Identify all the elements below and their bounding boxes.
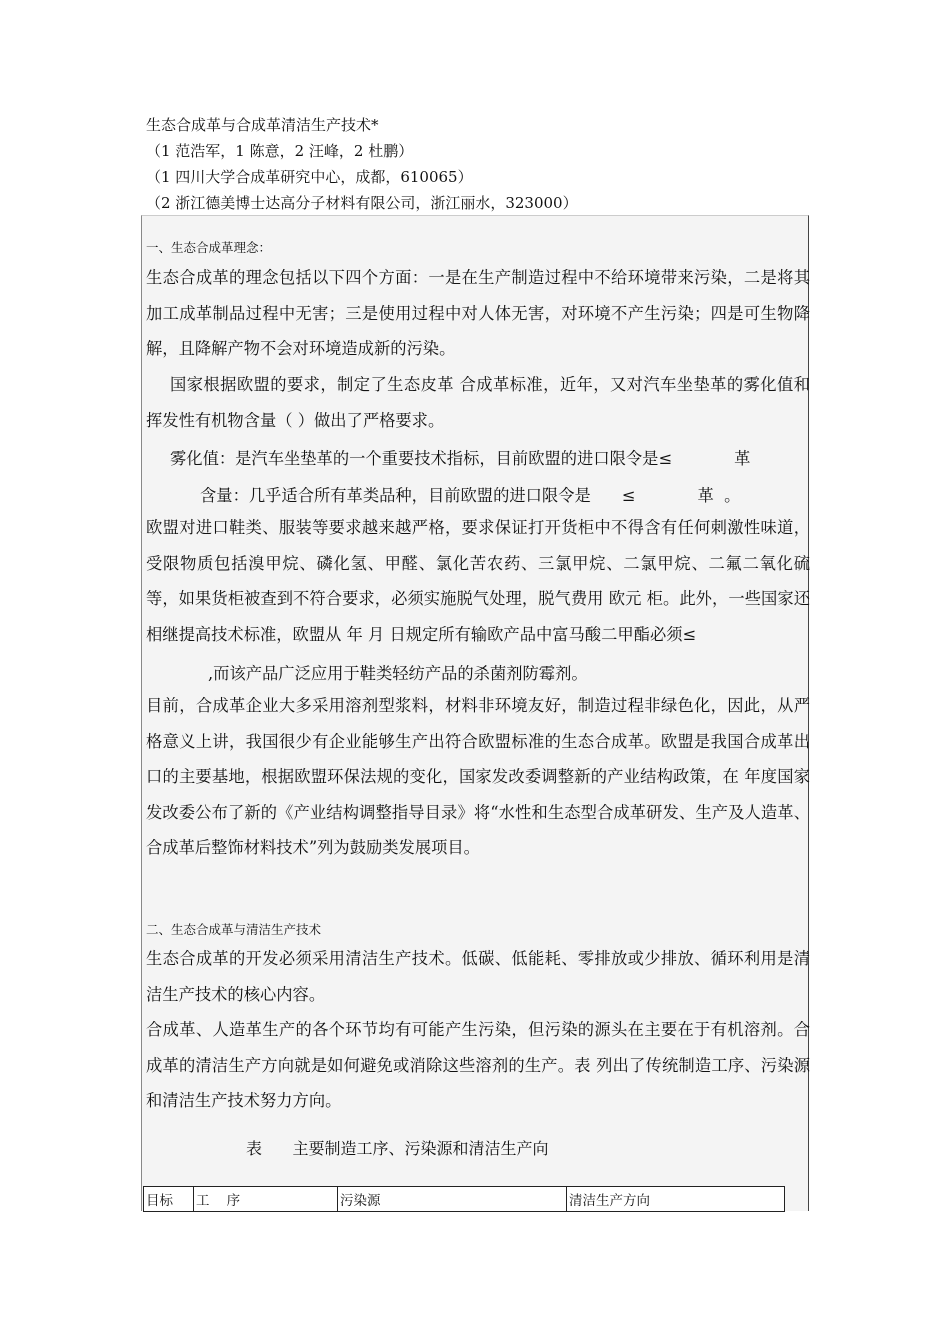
- table-caption: 表 主要制造工序、污染源和清洁生产向: [246, 1139, 549, 1158]
- section-1-fogging-line: 雾化值：是汽车坐垫革的一个重要技术指标，目前欧盟的进口限令是≤ 革: [170, 449, 751, 468]
- table-header-cell: 污染源: [338, 1187, 567, 1212]
- section-1-heading: 一、生态合成革理念：: [146, 240, 272, 255]
- content-frame: [141, 215, 809, 1211]
- section-1-paragraph-5: 欧盟对进口鞋类、服装等要求越来越严格，要求保证打开货柜中不得含有任何刺激性味道，受限物质包括溴甲烷、磷化氢、甲醛、氯化苦农药、三氯甲烷、二氯甲烷、二氟二氧化硫等，如果货柜被查到不符合要求，必须实施脱气处理，脱气费用 欧元 柜。此外，一些国家还相继提高技术标准，欧盟从 年 月 日规定所有输欧产品中富马酸二甲酯必须≤: [146, 518, 810, 644]
- affiliation-line-1: （1 四川大学合成革研究中心，成都，610065）: [146, 168, 473, 186]
- section-1-paragraph-7: 目前，合成革企业大多采用溶剂型浆料，材料非环境友好，制造过程非绿色化，因此，从严格意义上讲，我国很少有企业能够生产出符合欧盟标准的生态合成革。欧盟是我国合成革出口的主要基地，根据欧盟环保法规的变化，国家发改委调整新的产业结构政策，在 年度国家发改委公布了新的《产业结构调整指导目录》将“水性和生态型合成革研发、生产及人造革、合成革后整饰材料技术”列为鼓励类发展项目。: [146, 696, 810, 857]
- section-1-paragraph-2: 国家根据欧盟的要求，制定了生态皮革 合成革标准，近年，又对汽车坐垫革的雾化值和挥发性有机物含量（ ）做出了严格要求。: [146, 375, 810, 430]
- section-2-heading: 二、生态合成革与清洁生产技术: [146, 922, 322, 937]
- document-title: 生态合成革与合成革清洁生产技术*: [146, 116, 379, 134]
- table-header-cell: 工 序: [194, 1187, 338, 1212]
- document-header: [146, 112, 578, 216]
- process-table: [143, 1186, 785, 1212]
- section-1-paragraph-6: ,而该产品广泛应用于鞋类轻纺产品的杀菌剂防霉剂。: [208, 664, 588, 683]
- section-1-content-line: 含量：几乎适合所有革类品种，目前欧盟的进口限令是 ≤ 革 。: [200, 486, 741, 505]
- section-2-paragraph-1: 生态合成革的开发必须采用清洁生产技术。低碳、低能耗、零排放或少排放、循环利用是清洁生产技术的核心内容。: [146, 949, 810, 1004]
- table-header-row: [144, 1187, 785, 1212]
- section-1-paragraph-1: 生态合成革的理念包括以下四个方面：一是在生产制造过程中不给环境带来污染，二是将其加工成革制品过程中无害；三是使用过程中对人体无害，对环境不产生污染；四是可生物降解，且降解产物不会对环境造成新的污染。: [146, 268, 810, 358]
- authors-line: （1 范浩军，1 陈意，2 汪峰，2 杜鹏）: [146, 142, 414, 160]
- affiliation-line-2: （2 浙江德美博士达高分子材料有限公司，浙江丽水，323000）: [146, 194, 578, 212]
- table-header-cell: 目标: [144, 1187, 194, 1212]
- table-header-cell: 清洁生产方向: [567, 1187, 785, 1212]
- section-2-paragraph-2: 合成革、人造革生产的各个环节均有可能产生污染，但污染的源头在主要在于有机溶剂。合成革的清洁生产方向就是如何避免或消除这些溶剂的生产。表 列出了传统制造工序、污染源和清洁生产技术努力方向。: [146, 1020, 810, 1110]
